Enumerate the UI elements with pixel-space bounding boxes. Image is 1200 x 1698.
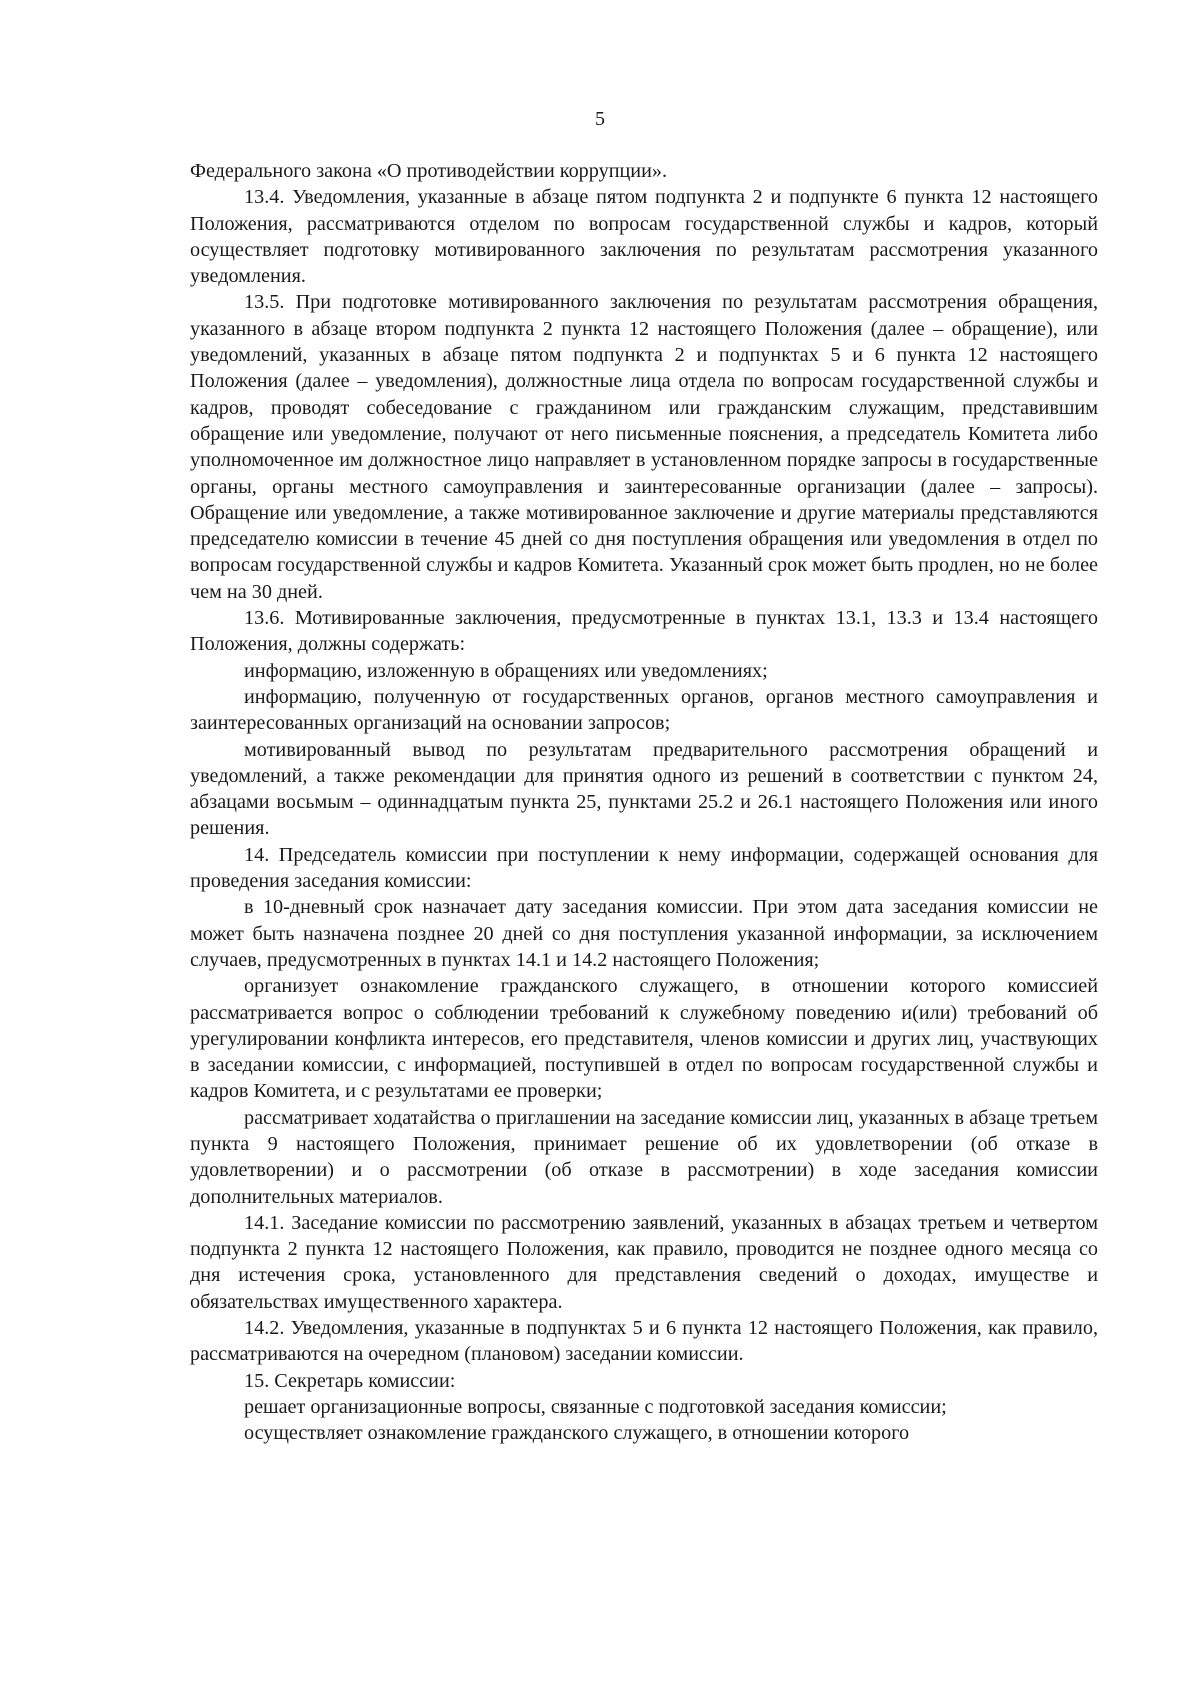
paragraph-13-5: 13.5. При подготовке мотивированного заключения по результатам рассмотрения обращения, указанного в абзаце втором подпункта 2 пункта 12 настоящего Положения (далее – обращение), или уведомлений, указанных в абзаце пятом подпункта 2 и подпунктах 5 и 6 пункта 12 настоящего Положения (далее – уведомления), должностные лица отдела по вопросам государственной службы и кадров, проводят собеседование с гражданином или гражданским служащим, представившим обращение или уведомление, получают от него письменные пояснения, а председатель Комитета либо уполномоченное им должностное лицо направляет в установленном порядке запросы в государственные органы, органы местного самоуправления и заинтересованные организации (далее – запросы). Обращение или уведомление, а также мотивированное заключение и другие материалы представляются председателю комиссии в течение 45 дней со дня поступления обращения или уведомления в отдел по вопросам государственной службы и кадров Комитета. Указанный срок может быть продлен, но не более чем на 30 дней. — [190, 291, 1098, 603]
paragraph-13-6: 13.6. Мотивированные заключения, предусмотренные в пунктах 13.1, 13.3 и 13.4 настоящего Положения, должны содержать: — [190, 607, 1098, 656]
paragraph-13-6-item-1: информацию, изложенную в обращениях или уведомлениях; — [244, 659, 768, 682]
paragraph-13-6-item-3: мотивированный вывод по результатам предварительного рассмотрения обращений и уведомлений, а также рекомендации для принятия одного из решений в соответствии с пунктом 24, абзацами восьмым – одиннадцатым пункта 25, пунктами 25.2 и 26.1 настоящего Положения или иного решения. — [190, 738, 1098, 840]
paragraph-13-4: 13.4. Уведомления, указанные в абзаце пятом подпункта 2 и подпункте 6 пункта 12 настоящего Положения, рассматриваются отделом по вопросам государственной службы и кадров, который осуществляет подготовку мотивированного заключения по результатам рассмотрения указанного уведомления. — [190, 186, 1098, 288]
paragraph-14: 14. Председатель комиссии при поступлении к нему информации, содержащей основания для проведения заседания комиссии: — [190, 843, 1098, 893]
paragraph-15-item-1: решает организационные вопросы, связанные с подготовкой заседания комиссии; — [244, 1395, 947, 1418]
paragraph-continuation: Федерального закона «О противодействии коррупции». — [190, 160, 668, 182]
document-body — [190, 158, 1098, 1447]
paragraph-13-6-item-2: информацию, полученную от государственных органов, органов местного самоуправления и заинтересованных организаций на основании запросов; — [190, 685, 1098, 735]
paragraph-15-item-2: осуществляет ознакомление гражданского служащего, в отношении которого — [244, 1422, 910, 1445]
paragraph-14-item-3: рассматривает ходатайства о приглашении на заседание комиссии лиц, указанных в абзаце третьем пункта 9 настоящего Положения, принимает решение об их удовлетворении (об отказе в удовлетворении) и о рассмотрении (об отказе в рассмотрении) в ходе заседания комиссии дополнительных материалов. — [190, 1106, 1098, 1208]
paragraph-15: 15. Секретарь комиссии: — [244, 1369, 456, 1392]
paragraph-14-2: 14.2. Уведомления, указанные в подпунктах 5 и 6 пункта 12 настоящего Положения, как правило, рассматриваются на очередном (плановом) заседании комиссии. — [190, 1317, 1098, 1366]
paragraph-14-1: 14.1. Заседание комиссии по рассмотрению заявлений, указанных в абзацах третьем и четвертом подпункта 2 пункта 12 настоящего Положения, как правило, проводится не позднее одного месяца со дня истечения срока, установленного для представления сведений о доходах, имуществе и обязательствах имущественного характера. — [190, 1211, 1098, 1313]
paragraph-14-item-1: в 10-дневный срок назначает дату заседания комиссии. При этом дата заседания комиссии не может быть назначена позднее 20 дней со дня поступления указанной информации, за исключением случаев, предусмотренных в пунктах 14.1 и 14.2 настоящего Положения; — [190, 896, 1098, 971]
paragraph-14-item-2: организует ознакомление гражданского служащего, в отношении которого комиссией рассматривается вопрос о соблюдении требований к служебному поведению и(или) требований об урегулировании конфликта интересов, его представителя, членов комиссии и других лиц, участвующих в заседании комиссии, с информацией, поступившей в отдел по вопросам государственной службы и кадров Комитета, и с результатами ее проверки; — [190, 975, 1098, 1103]
page-number: 5 — [595, 108, 605, 130]
